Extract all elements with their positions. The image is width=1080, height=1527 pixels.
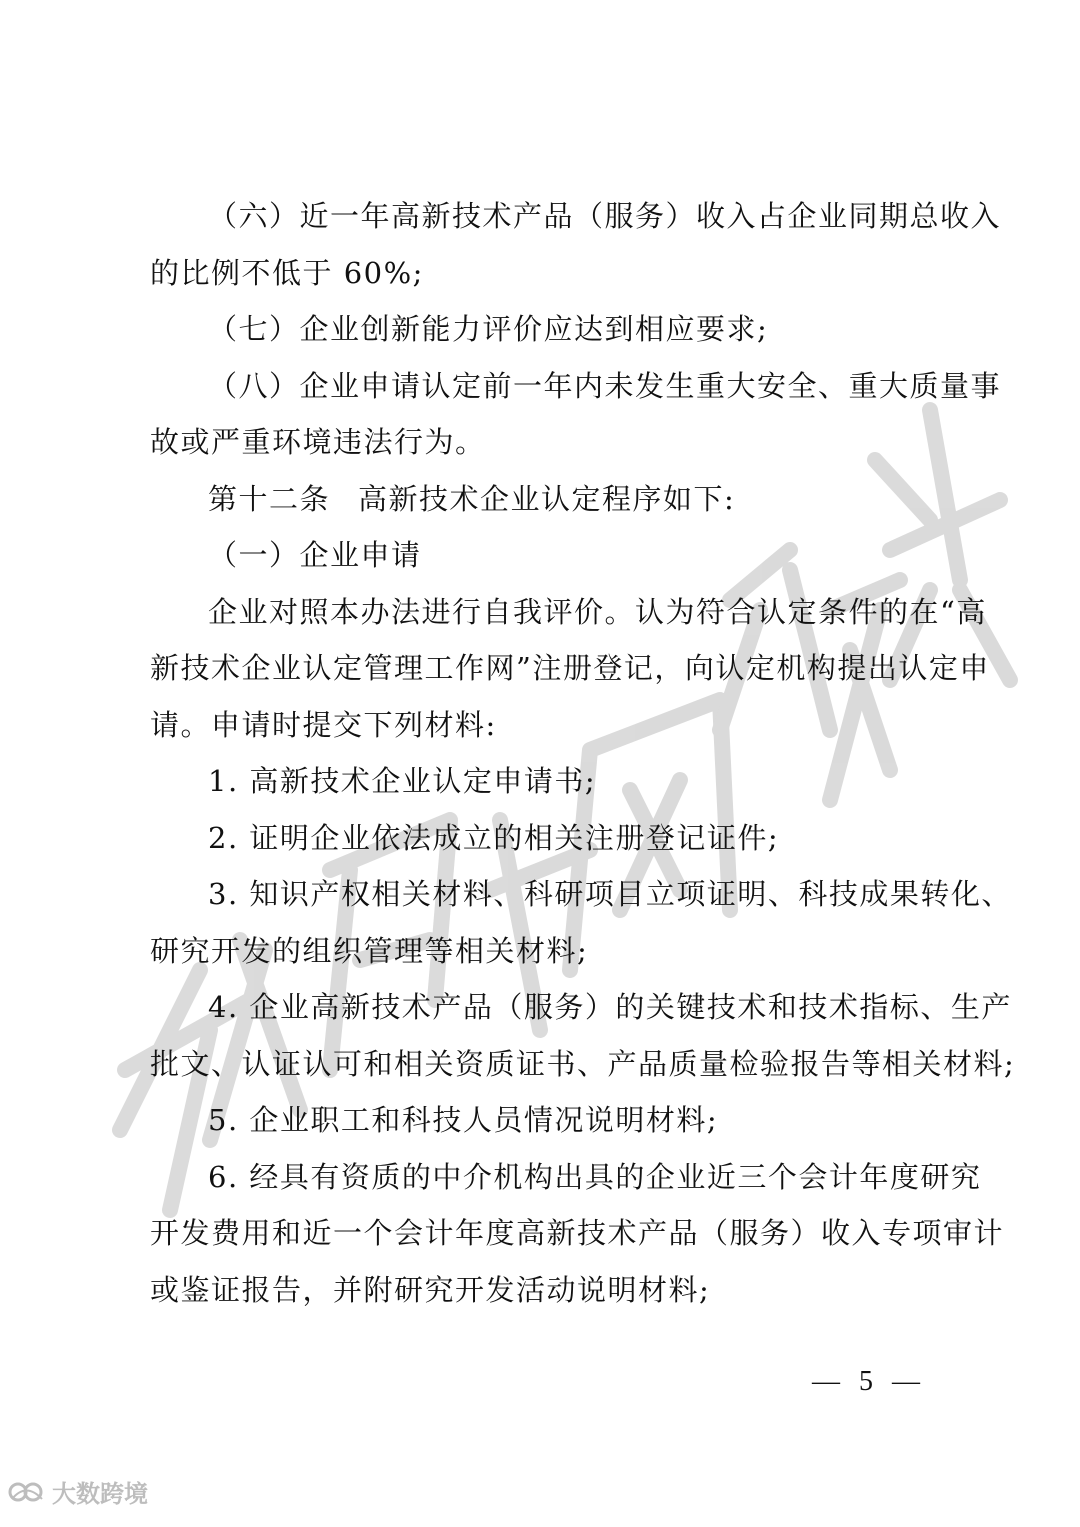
list-item-continuation: 或鉴证报告，并附研究开发活动说明材料;	[150, 1272, 711, 1307]
page-number: — 5 —	[812, 1366, 926, 1397]
paragraph-line: （七）企业创新能力评价应达到相应要求;	[208, 312, 769, 346]
list-item-continuation: 研究开发的组织管理等相关材料;	[150, 933, 589, 968]
article-line	[150, 471, 940, 528]
section-heading: （一）企业申请	[208, 538, 422, 572]
list-item-continuation: 开发费用和近一个会计年度高新技术产品（服务）收入专项审计	[150, 1216, 1005, 1250]
article-title: 高新技术企业认定程序如下:	[358, 481, 736, 516]
paragraph-line: 新技术企业认定管理工作网”注册登记，向认定机构提出认定申	[150, 651, 990, 685]
footer-logo-text: 大数跨境	[52, 1480, 148, 1508]
article-number: 第十二条	[208, 481, 331, 516]
logo-mark-icon	[8, 1479, 46, 1505]
paragraph-line: 请。申请时提交下列材料:	[150, 707, 497, 742]
paragraph-line: 企业对照本办法进行自我评价。认为符合认定条件的在“高	[208, 594, 987, 629]
list-item: 4. 企业高新技术产品（服务）的关键技术和技术指标、生产	[208, 990, 1012, 1024]
document-body	[150, 188, 1016, 1318]
paragraph-line: （八）企业申请认定前一年内未发生重大安全、重大质量事	[208, 368, 1002, 403]
list-item: 5. 企业职工和科技人员情况说明材料;	[208, 1103, 719, 1137]
list-item: 1. 高新技术企业认定申请书;	[208, 764, 597, 798]
paragraph-line: 的比例不低于 60%;	[150, 255, 424, 290]
list-item: 6. 经具有资质的中介机构出具的企业近三个会计年度研究	[208, 1159, 982, 1194]
list-item: 3. 知识产权相关材料、科研项目立项证明、科技成果转化、	[208, 877, 1012, 911]
list-item: 2. 证明企业依法成立的相关注册登记证件;	[208, 820, 780, 855]
footer-logo	[8, 1474, 148, 1509]
paragraph-line: 故或严重环境违法行为。	[150, 425, 486, 459]
list-item-continuation: 批文、认证认可和相关资质证书、产品质量检验报告等相关材料;	[150, 1046, 1016, 1081]
paragraph-line: （六）近一年高新技术产品（服务）收入占企业同期总收入	[208, 199, 1002, 233]
